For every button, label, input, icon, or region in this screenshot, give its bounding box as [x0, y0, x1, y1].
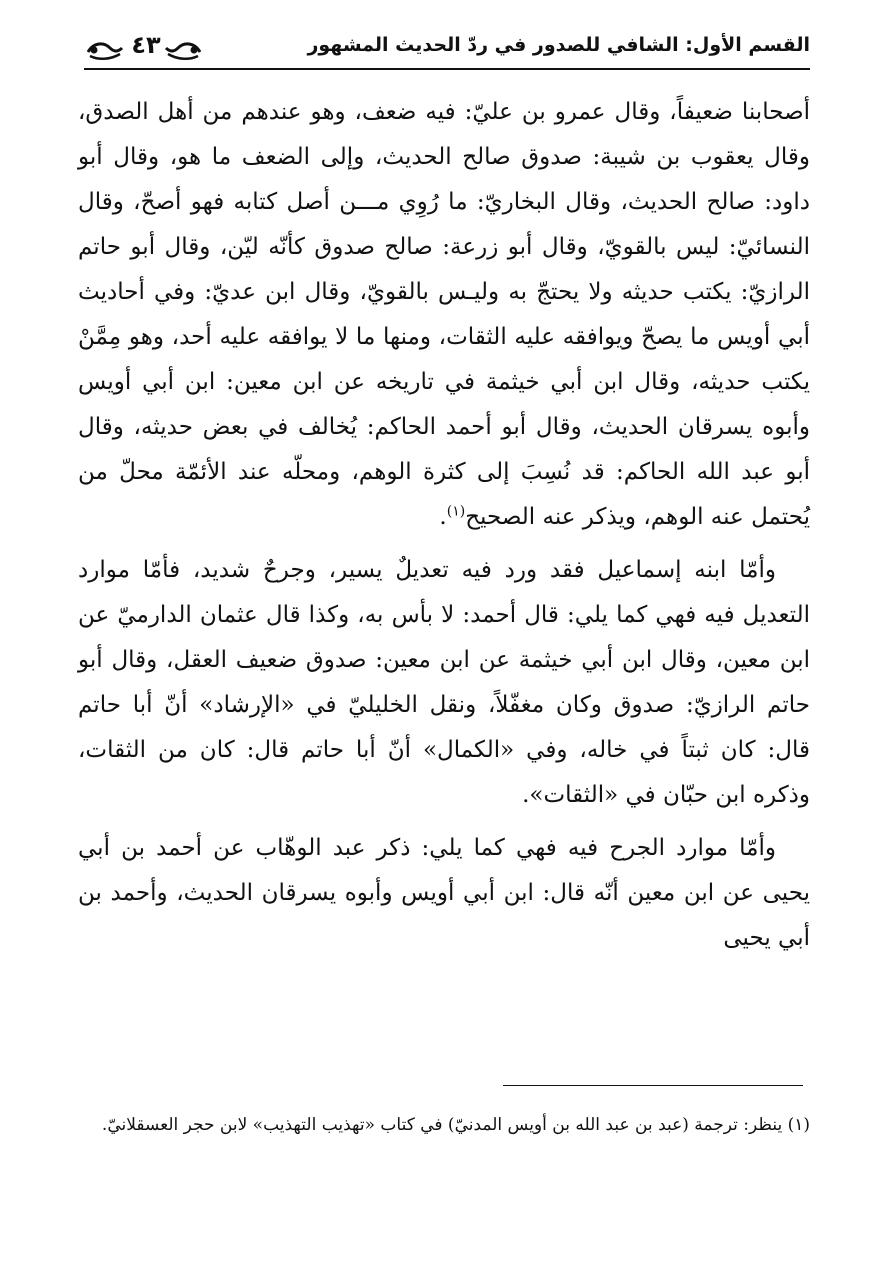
- running-title: القسم الأول: الشافي للصدور في ردّ الحديث المشهور: [307, 34, 810, 56]
- page-header: [84, 30, 810, 70]
- paragraph: وأمّا موارد الجرح فيه فهي كما يلي: ذكر عبد الوهّاب عن أحمد بن أبي يحيى عن ابن معين أنّه قال: ابن أبي أويس وأبوه يسرقان الحديث، وأحمد بن أبي يحيى: [78, 835, 810, 951]
- header-divider: [84, 68, 810, 70]
- paragraph-end-mark: .: [439, 504, 447, 530]
- footnote-reference: (١): [446, 503, 466, 520]
- paragraph: وأمّا ابنه إسماعيل فقد ورد فيه تعديلٌ يسير، وجرحٌ شديد، فأمّا موارد التعديل فيه فهي كما يلي: قال أحمد: لا بأس به، وكذا قال عثمان الدارميّ عن ابن معين، وقال ابن أبي خيثمة عن ابن معين: صدوق ضعيف العقل، وقال أبو حاتم الرازيّ: صدوق وكان مغفّلاً، ونقل الخليليّ في «الإرشاد» أنّ أبا حاتم قال: كان ثبتاً في خاله، وفي «الكمال» أنّ أبا حاتم قال: كان من الثقات، وذكره ابن حبّان في «الثقات».: [78, 557, 810, 808]
- paragraph: [78, 90, 810, 540]
- page-number: ٤٣: [131, 31, 161, 59]
- footnote-divider: [503, 1085, 803, 1086]
- paragraph-text: أصحابنا ضعيفاً، وقال عمرو بن عليّ: فيه ضعف، وهو عندهم من أهل الصدق، وقال يعقوب بن شيبة: صدوق صالح الحديث، وإلى الضعف ما هو، وقال أبو داود: صالح الحديث، وقال البخاريّ: ما رُوِي مـــن أصل كتابه فهو أصحّ، وقال النسائيّ: ليس بالقويّ، وقال أبو زرعة: صالح صدوق كأنّه ليّن، وقال أبو حاتم الرازيّ: يكتب حديثه ولا يحتجّ به وليـس بالقويّ، وقال ابن عديّ: وفي أحاديث أبي أويس ما يصحّ ويوافقه عليه الثقات، ومنها ما لا يوافقه عليه أحد، وهو مِمَّنْ يكتب حديثه، وقال ابن أبي خيثمة في تاريخه عن ابن معين: ابن أبي أويس وأبوه يسرقان الحديث، وقال أبو أحمد الحاكم: يُخالف في بعض حديثه، وقال أبو عبد الله الحاكم: قد نُسِبَ إلى كثرة الوهم، ومحلّه عند الأئمّة محلّ من يُحتمل عنه الوهم، ويذكر عنه الصحيح: [78, 99, 810, 530]
- footnote: (١) ينظر: ترجمة (عبد بن عبد الله بن أويس المدنيّ) في كتاب «تهذيب التهذيب» لابن حجر العسقلانيّ.: [101, 1115, 810, 1135]
- main-text: [78, 90, 810, 969]
